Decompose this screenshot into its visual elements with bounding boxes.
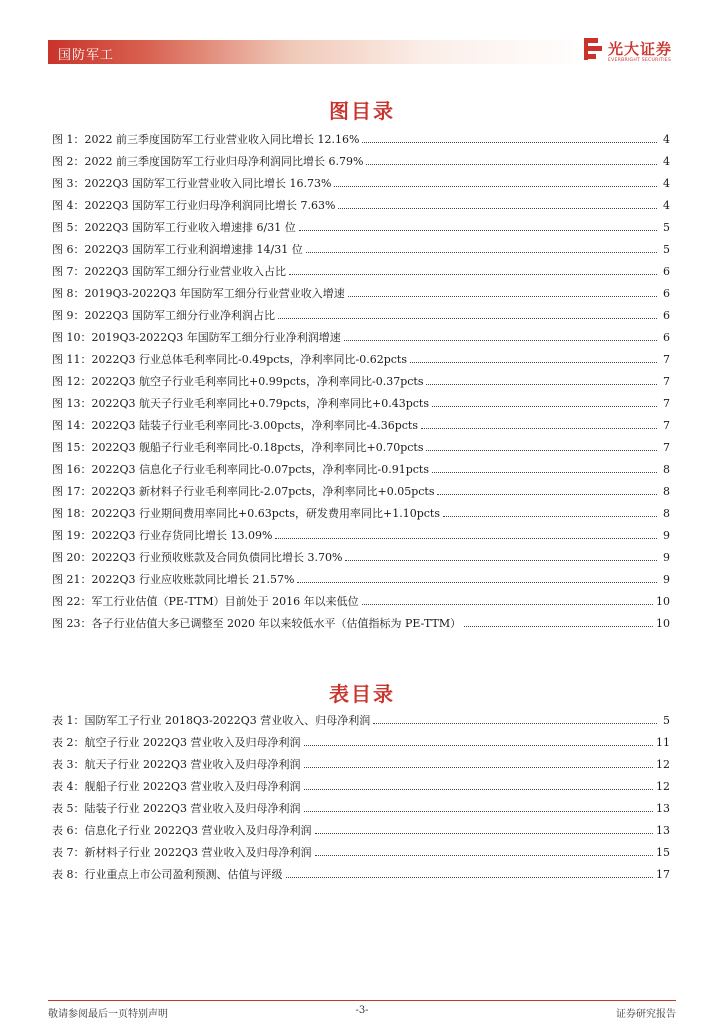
entry-page-number: 5: [663, 221, 670, 234]
toc-entry[interactable]: [52, 217, 670, 239]
entry-title: 2022Q3 行业预收账款及合同负债同比增长 3.70%: [91, 551, 343, 564]
entry-title: 2022Q3 航空子行业毛利率同比+0.99pcts，净利率同比-0.37pcts: [91, 375, 424, 388]
toc-entry[interactable]: [52, 569, 670, 591]
entry-label: 图 13：: [52, 397, 92, 410]
entry-title: 国防军工子行业 2018Q3-2022Q3 营业收入、归母净利润: [84, 714, 371, 727]
toc-entry[interactable]: [52, 820, 670, 842]
entry-title: 2022Q3 信息化子行业毛利率同比-0.07pcts，净利率同比-0.91pcts: [91, 463, 429, 476]
entry-title: 各子行业估值大多已调整至 2020 年以来较低水平（估值指标为 PE-TTM）: [91, 617, 462, 630]
dot-leader: [373, 722, 657, 724]
dot-leader: [443, 515, 657, 517]
toc-entry[interactable]: [52, 129, 670, 151]
dot-leader: [345, 559, 657, 561]
toc-entry[interactable]: [52, 547, 670, 569]
dot-leader: [366, 163, 657, 165]
entry-label: 图 23：: [52, 617, 92, 630]
entry-label: 图 8：: [52, 287, 85, 300]
entry-label: 表 5：: [52, 802, 85, 815]
entry-title: 2022Q3 舰船子行业毛利率同比-0.18pcts，净利率同比+0.70pcts: [91, 441, 424, 454]
toc-entry[interactable]: [52, 864, 670, 886]
dot-leader: [315, 832, 653, 834]
entry-label: 图 2：: [52, 155, 85, 168]
entry-label: 图 20：: [52, 551, 92, 564]
toc-entry[interactable]: [52, 481, 670, 503]
entry-page-number: 9: [663, 529, 670, 542]
entry-page-number: 6: [663, 287, 670, 300]
entry-title: 2022Q3 陆装子行业毛利率同比-3.00pcts，净利率同比-4.36pcts: [91, 419, 418, 432]
footer-doc-type: 证券研究报告: [616, 1009, 676, 1020]
dot-leader: [362, 603, 653, 605]
dot-leader: [304, 744, 653, 746]
toc-entry[interactable]: [52, 393, 670, 415]
dot-leader: [286, 876, 654, 878]
entry-title: 2022 前三季度国防军工行业营业收入同比增长 12.16%: [84, 133, 360, 146]
entry-page-number: 4: [663, 177, 670, 190]
dot-leader: [278, 317, 657, 319]
entry-title: 信息化子行业 2022Q3 营业收入及归母净利润: [84, 824, 312, 837]
logo-subtitle: EVERBRIGHT SECURITIES: [608, 58, 672, 63]
dot-leader: [304, 810, 653, 812]
toc-entry[interactable]: [52, 798, 670, 820]
entry-page-number: 12: [656, 758, 670, 771]
entry-label: 表 2：: [52, 736, 85, 749]
entry-page-number: 6: [663, 309, 670, 322]
entry-page-number: 13: [656, 824, 670, 837]
dot-leader: [304, 766, 653, 768]
entry-page-number: 8: [663, 485, 670, 498]
entry-page-number: 10: [656, 595, 670, 608]
dot-leader: [334, 185, 657, 187]
entry-title: 2022Q3 行业存货同比增长 13.09%: [91, 529, 273, 542]
entry-label: 图 15：: [52, 441, 92, 454]
entry-title: 2022Q3 国防军工行业收入增速排 6/31 位: [84, 221, 296, 234]
toc-entry[interactable]: [52, 173, 670, 195]
entry-label: 表 1：: [52, 714, 85, 727]
entry-label: 图 19：: [52, 529, 92, 542]
entry-label: 图 17：: [52, 485, 92, 498]
entry-label: 图 10：: [52, 331, 92, 344]
entry-title: 2022Q3 航天子行业毛利率同比+0.79pcts，净利率同比+0.43pcts: [91, 397, 429, 410]
entry-label: 图 11：: [52, 353, 92, 366]
dot-leader: [338, 207, 657, 209]
entry-page-number: 9: [663, 573, 670, 586]
toc-entry[interactable]: [52, 503, 670, 525]
toc-entry[interactable]: [52, 754, 670, 776]
toc-entry[interactable]: [52, 591, 670, 613]
toc-entry[interactable]: [52, 151, 670, 173]
toc-entry[interactable]: [52, 371, 670, 393]
dot-leader: [362, 141, 657, 143]
entry-label: 图 12：: [52, 375, 92, 388]
entry-page-number: 4: [663, 155, 670, 168]
entry-page-number: 7: [663, 397, 670, 410]
dot-leader: [421, 427, 657, 429]
toc-entry[interactable]: [52, 415, 670, 437]
entry-label: 图 3：: [52, 177, 85, 190]
entry-title: 舰船子行业 2022Q3 营业收入及归母净利润: [84, 780, 301, 793]
entry-page-number: 13: [656, 802, 670, 815]
entry-label: 图 21：: [52, 573, 92, 586]
dot-leader: [432, 405, 657, 407]
entry-page-number: 5: [663, 243, 670, 256]
dot-leader: [437, 493, 657, 495]
entry-label: 图 18：: [52, 507, 92, 520]
entry-page-number: 4: [663, 133, 670, 146]
toc-entry[interactable]: [52, 459, 670, 481]
entry-title: 2019Q3-2022Q3 年国防军工细分行业净利润增速: [91, 331, 341, 344]
page-number: -3-: [355, 1005, 369, 1016]
entry-label: 图 1：: [52, 133, 85, 146]
entry-title: 行业重点上市公司盈利预测、估值与评级: [84, 868, 283, 881]
entry-label: 图 4：: [52, 199, 85, 212]
tables-toc: [52, 710, 670, 886]
entry-page-number: 9: [663, 551, 670, 564]
toc-entry[interactable]: [52, 437, 670, 459]
entry-label: 图 22：: [52, 595, 92, 608]
entry-page-number: 8: [663, 507, 670, 520]
entry-label: 表 3：: [52, 758, 85, 771]
toc-entry[interactable]: [52, 261, 670, 283]
toc-entry[interactable]: [52, 732, 670, 754]
dot-leader: [348, 295, 657, 297]
entry-page-number: 8: [663, 463, 670, 476]
entry-page-number: 11: [656, 736, 670, 749]
toc-entry[interactable]: [52, 710, 670, 732]
entry-title: 2022Q3 新材料子行业毛利率同比-2.07pcts，净利率同比+0.05pcts: [91, 485, 435, 498]
entry-page-number: 7: [663, 441, 670, 454]
toc-entry[interactable]: [52, 525, 670, 547]
logo-name: 光大证券: [608, 40, 673, 58]
dot-leader: [432, 471, 657, 473]
dot-leader: [275, 537, 657, 539]
entry-label: 表 4：: [52, 780, 85, 793]
dot-leader: [410, 361, 657, 363]
header-band: [48, 40, 588, 64]
entry-title: 2022Q3 国防军工行业归母净利润同比增长 7.63%: [84, 199, 336, 212]
entry-page-number: 10: [656, 617, 670, 630]
toc-entry[interactable]: [52, 239, 670, 261]
dot-leader: [464, 625, 653, 627]
figures-toc: [52, 129, 670, 635]
entry-label: 图 16：: [52, 463, 92, 476]
entry-page-number: 6: [663, 331, 670, 344]
toc-entry[interactable]: [52, 195, 670, 217]
entry-label: 图 9：: [52, 309, 85, 322]
entry-label: 表 7：: [52, 846, 85, 859]
entry-page-number: 7: [663, 419, 670, 432]
entry-page-number: 7: [663, 353, 670, 366]
dot-leader: [304, 788, 653, 790]
entry-title: 2022Q3 国防军工行业营业收入同比增长 16.73%: [84, 177, 332, 190]
entry-label: 图 6：: [52, 243, 85, 256]
dot-leader: [315, 854, 653, 856]
dot-leader: [297, 581, 657, 583]
toc-entry[interactable]: [52, 349, 670, 371]
footer-divider: [48, 1000, 676, 1001]
toc-entry[interactable]: [52, 776, 670, 798]
figures-title: 图目录: [329, 99, 395, 123]
entry-title: 2022Q3 国防军工行业利润增速排 14/31 位: [84, 243, 303, 256]
entry-page-number: 15: [656, 846, 670, 859]
entry-page-number: 17: [656, 868, 670, 881]
entry-label: 表 6：: [52, 824, 85, 837]
entry-label: 图 5：: [52, 221, 85, 234]
entry-title: 2022Q3 国防军工细分行业营业收入占比: [84, 265, 287, 278]
dot-leader: [426, 449, 657, 451]
toc-entry[interactable]: [52, 305, 670, 327]
entry-page-number: 4: [663, 199, 670, 212]
dot-leader: [426, 383, 657, 385]
entry-title: 2022Q3 行业期间费用率同比+0.63pcts，研发费用率同比+1.10pcts: [91, 507, 440, 520]
entry-page-number: 12: [656, 780, 670, 793]
entry-title: 2022Q3 行业总体毛利率同比-0.49pcts，净利率同比-0.62pcts: [91, 353, 407, 366]
entry-label: 图 7：: [52, 265, 85, 278]
dot-leader: [344, 339, 657, 341]
brand-logo: [582, 37, 682, 69]
dot-leader: [299, 229, 657, 231]
entry-page-number: 6: [663, 265, 670, 278]
entry-title: 航空子行业 2022Q3 营业收入及归母净利润: [84, 736, 301, 749]
footer-disclaimer: 敬请参阅最后一页特别声明: [48, 1009, 168, 1020]
toc-entry[interactable]: [52, 842, 670, 864]
entry-title: 2019Q3-2022Q3 年国防军工细分行业营业收入增速: [84, 287, 345, 300]
entry-title: 新材料子行业 2022Q3 营业收入及归母净利润: [84, 846, 312, 859]
toc-entry[interactable]: [52, 613, 670, 635]
entry-label: 表 8：: [52, 868, 85, 881]
entry-title: 2022Q3 国防军工细分行业净利润占比: [84, 309, 276, 322]
entry-title: 2022 前三季度国防军工行业归母净利润同比增长 6.79%: [84, 155, 364, 168]
entry-page-number: 5: [663, 714, 670, 727]
entry-page-number: 7: [663, 375, 670, 388]
entry-title: 陆装子行业 2022Q3 营业收入及归母净利润: [84, 802, 301, 815]
entry-label: 图 14：: [52, 419, 92, 432]
dot-leader: [289, 273, 657, 275]
section-label: 国防军工: [58, 48, 115, 63]
entry-title: 军工行业估值（PE-TTM）目前处于 2016 年以来低位: [91, 595, 359, 608]
entry-title: 航天子行业 2022Q3 营业收入及归母净利润: [84, 758, 301, 771]
tables-title: 表目录: [329, 682, 395, 706]
toc-entry[interactable]: [52, 327, 670, 349]
logo-mark-icon: [582, 37, 604, 63]
entry-title: 2022Q3 行业应收账款同比增长 21.57%: [91, 573, 295, 586]
dot-leader: [306, 251, 657, 253]
toc-entry[interactable]: [52, 283, 670, 305]
